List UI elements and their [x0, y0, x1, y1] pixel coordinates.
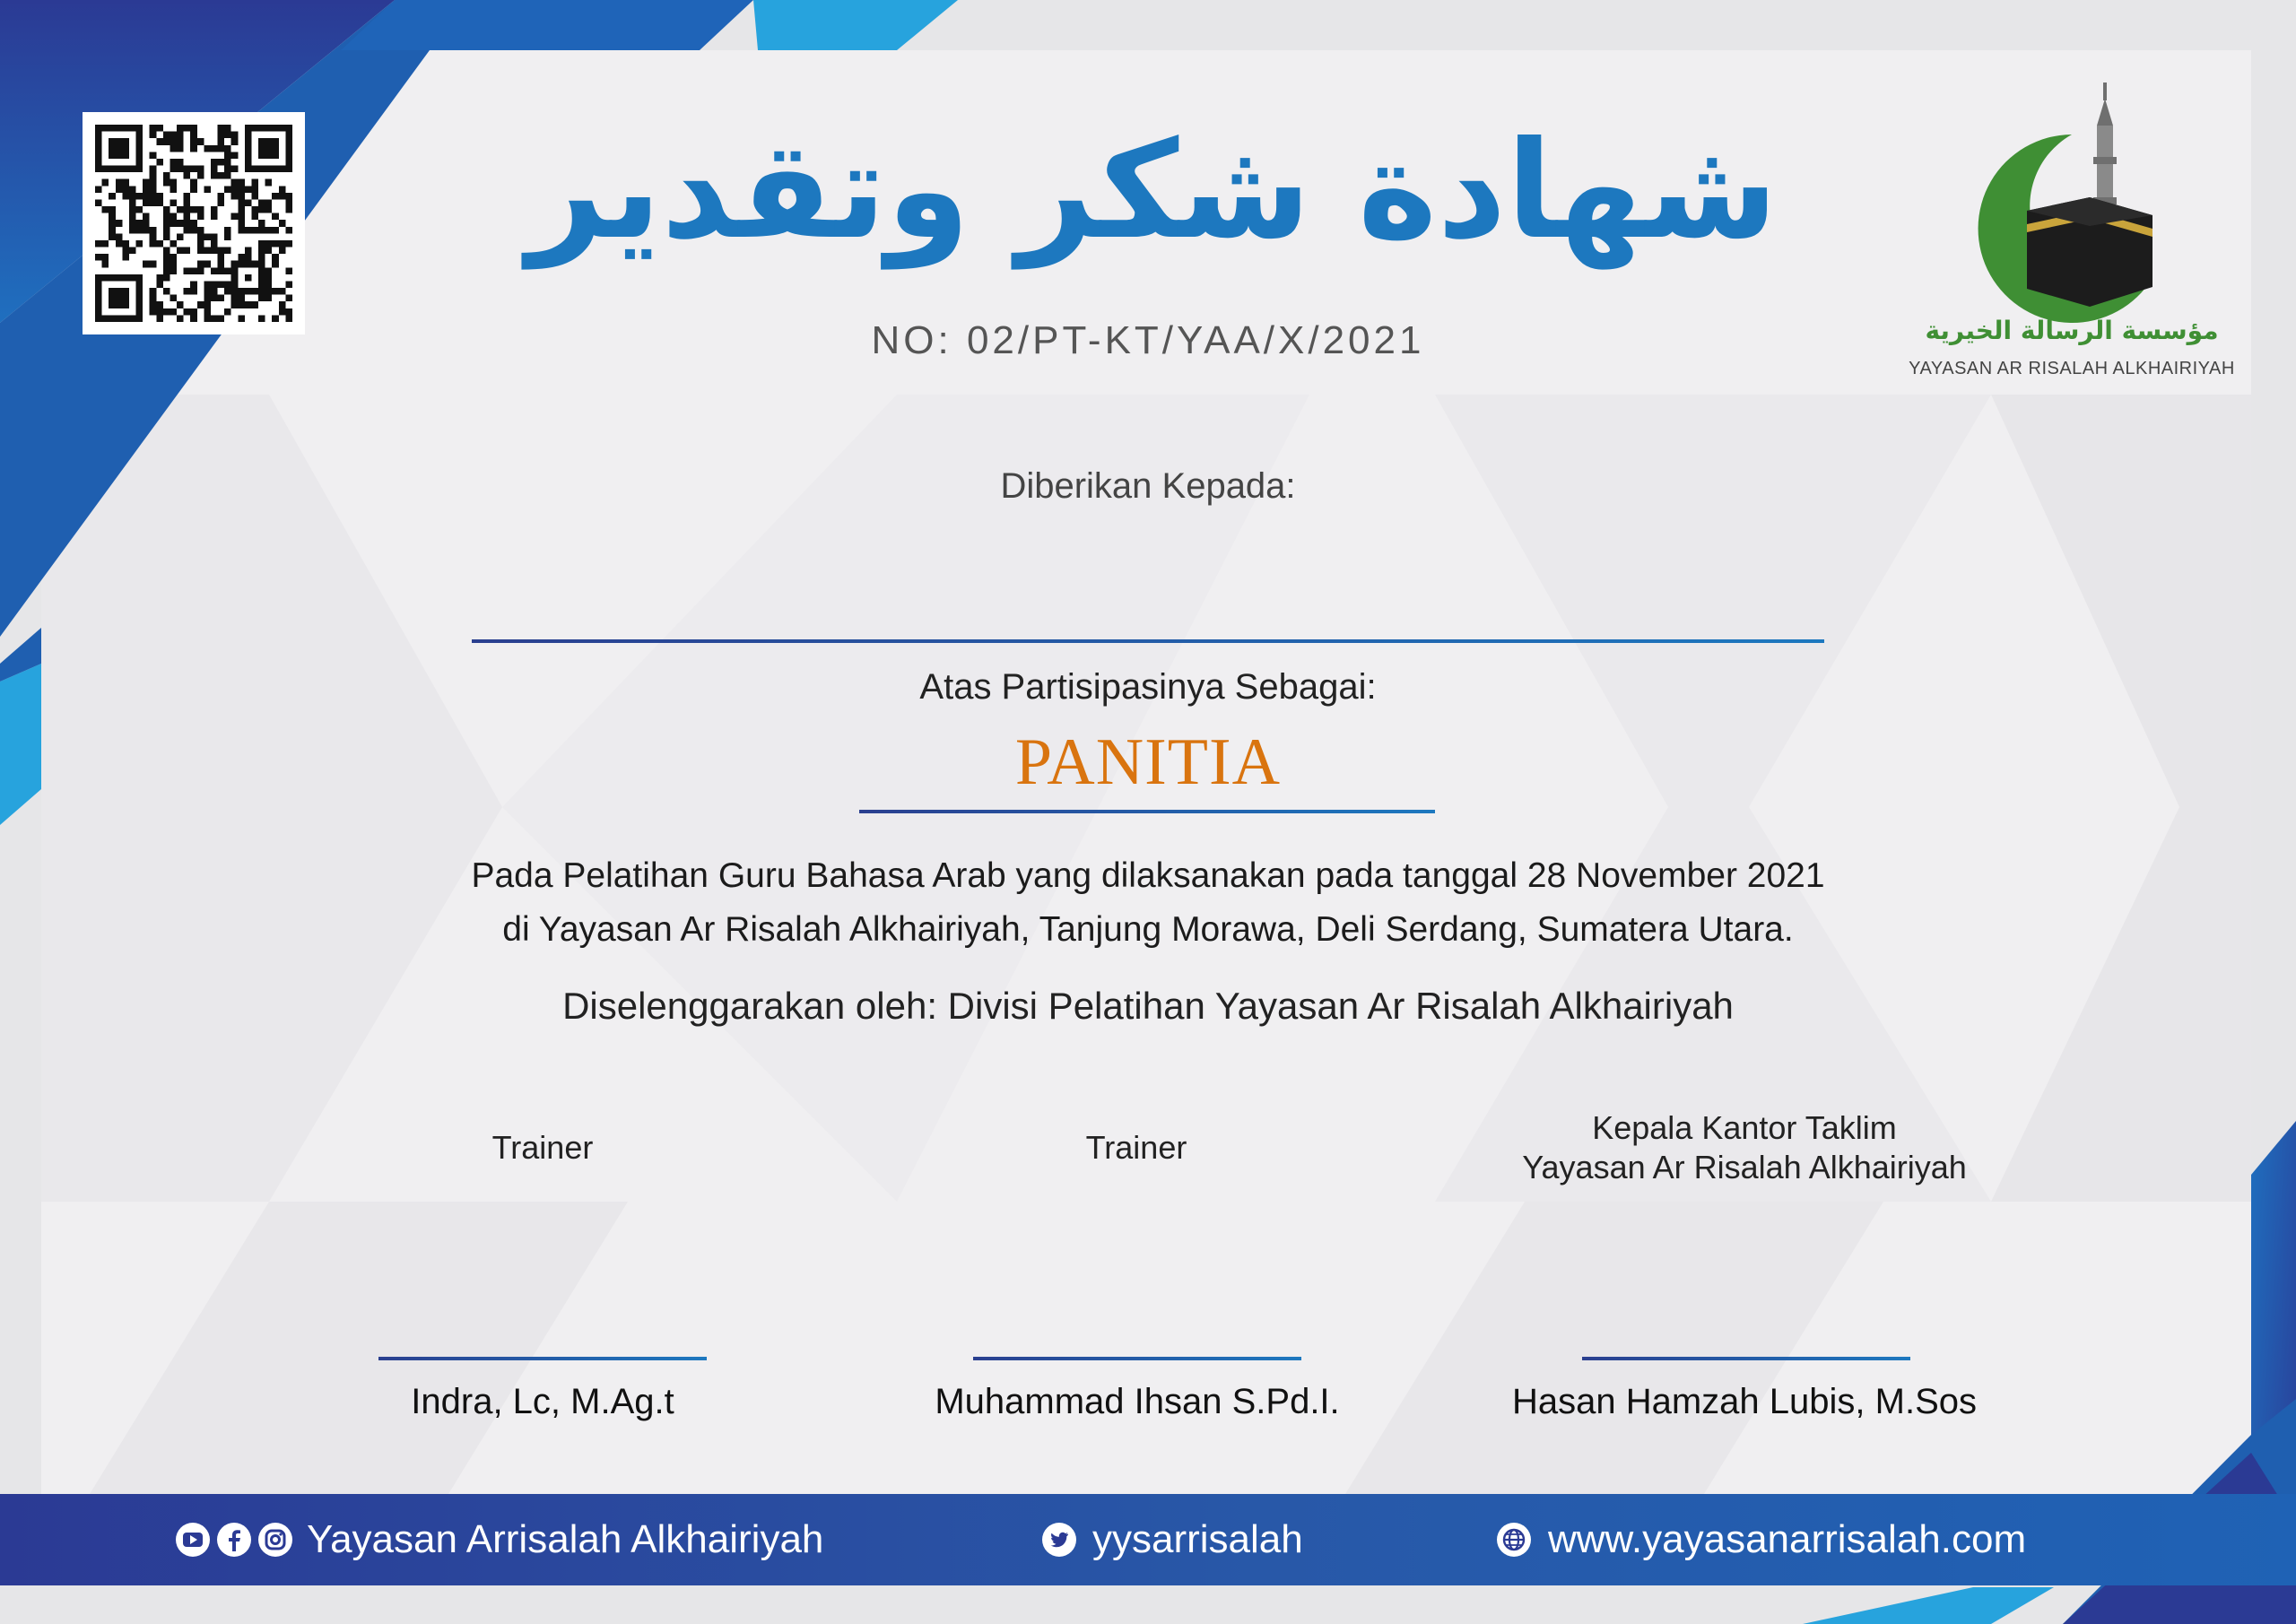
role-underline	[859, 810, 1435, 813]
kaaba-crescent-logo	[1928, 72, 2215, 341]
signatory-1	[296, 1108, 789, 1168]
signatory-1-name: Indra, Lc, M.Ag.t	[411, 1382, 674, 1421]
footer-twitter-handle[interactable]: yysarrisalah	[1092, 1517, 1303, 1561]
twitter-icon[interactable]	[1041, 1522, 1077, 1558]
globe-icon[interactable]	[1496, 1522, 1532, 1558]
certificate-number: NO: 02/PT-KT/YAA/X/2021	[871, 318, 1425, 362]
signatory-3-title-line-1: Kepala Kantor Taklim	[1592, 1109, 1897, 1146]
instagram-icon[interactable]	[257, 1522, 293, 1558]
signatory-3-title-line-2: Yayasan Ar Risalah Alkhairiyah	[1522, 1149, 1967, 1185]
signatory-3	[1453, 1108, 2036, 1187]
facebook-icon[interactable]	[216, 1522, 252, 1558]
footer-website[interactable]: www.yayasanarrisalah.com	[1548, 1517, 2027, 1561]
signatory-1-title: Trainer	[491, 1129, 594, 1166]
signatory-3-name: Hasan Hamzah Lubis, M.Sos	[1511, 1382, 1977, 1421]
signatory-1-line	[378, 1357, 707, 1360]
youtube-icon[interactable]	[175, 1522, 211, 1558]
logo-english-name: YAYASAN AR RISALAH ALKHAIRIYAH	[1909, 359, 2235, 378]
recipient-name-line	[472, 639, 1824, 643]
role-title: PANITIA	[1014, 725, 1282, 799]
signatory-2	[890, 1108, 1383, 1168]
role-label: Atas Partisipasinya Sebagai:	[919, 667, 1377, 707]
description-line-2: di Yayasan Ar Risalah Alkhairiyah, Tanjung Morawa, Deli Serdang, Sumatera Utara.	[502, 910, 1794, 949]
signatory-3-line	[1582, 1357, 1910, 1360]
signatory-2-title: Trainer	[1085, 1129, 1187, 1166]
logo-arabic-name: مؤسسة الرسالة الخيرية	[1925, 316, 2219, 345]
footer-social-name[interactable]: Yayasan Arrisalah Alkhairiyah	[307, 1517, 824, 1561]
organizer-text: Diselenggarakan oleh: Divisi Pelatihan Yayasan Ar Risalah Alkhairiyah	[562, 985, 1734, 1027]
given-to-label: Diberikan Kepada:	[1000, 466, 1296, 506]
certificate-title: شهادة شكر وتقدير	[526, 113, 1779, 269]
signatory-2-line	[973, 1357, 1301, 1360]
signatory-2-name: Muhammad Ihsan S.Pd.I.	[935, 1382, 1340, 1421]
qr-code	[83, 112, 305, 334]
description-line-1: Pada Pelatihan Guru Bahasa Arab yang dilaksanakan pada tanggal 28 November 2021	[471, 856, 1825, 895]
